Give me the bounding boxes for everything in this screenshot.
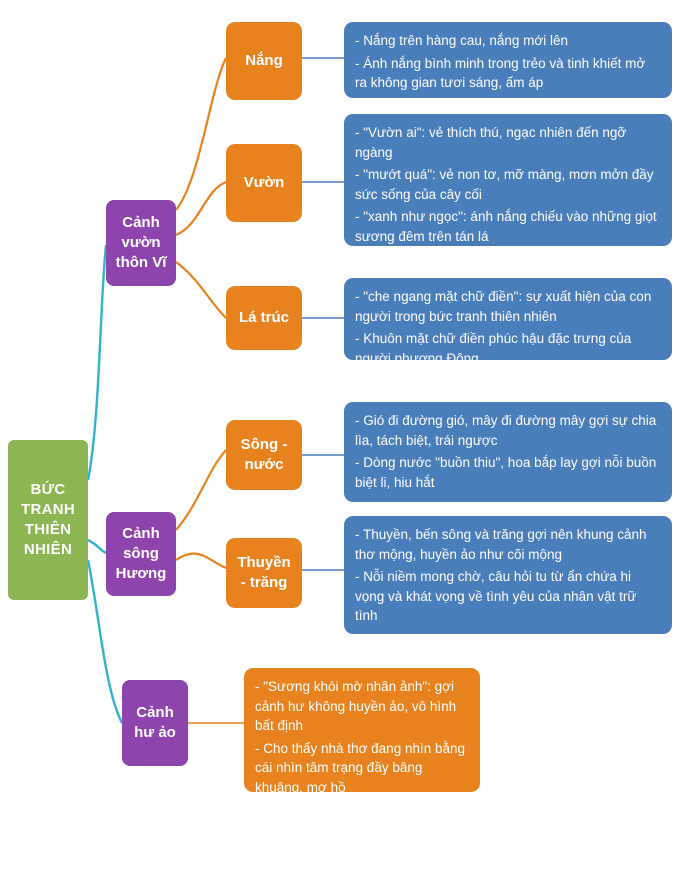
detail-line: - Ánh nắng bình minh trong trẻo và tinh khiết mở ra không gian tươi sáng, ấm áp: [355, 55, 646, 91]
sub-node-label: Lá trúc: [238, 308, 289, 326]
connector-branch2-sub2: [176, 554, 226, 568]
detail-line: - "xanh như ngọc": ánh nắng chiếu vào những giọt sương đêm trên tán lá: [355, 209, 657, 244]
detail-box-nang: [344, 22, 672, 98]
branch-node-canh-vuon-thon-vi[interactable]: [106, 200, 176, 286]
sub-node-vuon[interactable]: [226, 144, 302, 222]
detail-box-canh-hu-ao: [244, 668, 480, 795]
sub-node-la-truc[interactable]: [226, 286, 302, 350]
detail-line: - Dòng nước "buồn thiu", hoa bắp lay gợi nỗi buồn biệt li, hiu hắt: [355, 455, 657, 490]
detail-line: - Gió đi đường gió, mây đi đường mây gợi sự chia lìa, tách biệt, trái ngược: [355, 413, 657, 448]
connector-root-branch2: [88, 540, 106, 553]
connector-branch1-sub1: [176, 58, 226, 210]
connector-root-branch1: [88, 245, 106, 480]
detail-box-vuon: [344, 114, 672, 246]
connector-branch1-sub3: [176, 262, 226, 318]
detail-line: - Cho thấy nhà thơ đang nhìn bằng cái nhìn tâm trạng đầy bâng khuâng, mơ hồ: [255, 740, 466, 795]
detail-box-thuyen-trang: [344, 516, 672, 634]
sub-node-label: Thuyền - trăng: [237, 553, 291, 591]
detail-box-la-truc: [344, 278, 672, 366]
connector-branch1-sub2: [176, 182, 226, 235]
detail-line: - "Sương khói mờ nhân ảnh": gợi cảnh hư không huyền ảo, vô hình bất định: [255, 679, 457, 734]
detail-line: - Khuôn mặt chữ điền phúc hậu đặc trưng của người phương Đông: [355, 331, 632, 366]
sub-node-thuyen-trang[interactable]: [226, 538, 302, 608]
detail-line: - Nỗi niềm mong chờ, câu hỏi tu từ ẩn chứa hi vọng và khát vọng về tình yêu của nhân vật trữ tình: [355, 569, 637, 624]
detail-line: - Nắng trên hàng cau, nắng mới lên: [355, 33, 568, 48]
detail-box-song-nuoc: [344, 402, 672, 502]
branch-node-label: Cảnh hư ảo: [134, 703, 176, 741]
detail-line: - "che ngang mặt chữ điền": sự xuất hiện của con người trong bức tranh thiên nhiên: [355, 289, 652, 324]
detail-line: - Thuyền, bến sông và trăng gợi nên khung cảnh thơ mộng, huyền ảo như cõi mộng: [355, 527, 647, 562]
sub-node-song-nuoc[interactable]: [226, 420, 302, 490]
sub-node-label: Vườn: [243, 173, 285, 191]
sub-node-nang[interactable]: [226, 22, 302, 100]
root-node-label: BỨC TRANH THIÊN NHIÊN: [21, 480, 75, 559]
sub-node-label: Sông - nước: [240, 435, 288, 473]
branch-node-canh-hu-ao[interactable]: [122, 680, 188, 766]
sub-node-label: Nắng: [245, 51, 283, 69]
branch-node-label: Cảnh vườn thôn Vĩ: [115, 213, 167, 272]
detail-line: - "mướt quá": vẻ non tơ, mỡ màng, mơn mởn đầy sức sống của cây cối: [355, 167, 654, 202]
root-node[interactable]: [8, 440, 88, 600]
branch-node-canh-song-huong[interactable]: [106, 512, 176, 596]
connector-branch2-sub1: [176, 450, 226, 530]
detail-line: - "Vườn ai": vẻ thích thú, ngạc nhiên đến ngỡ ngàng: [355, 125, 627, 160]
branch-node-label: Cảnh sông Hương: [115, 524, 167, 583]
